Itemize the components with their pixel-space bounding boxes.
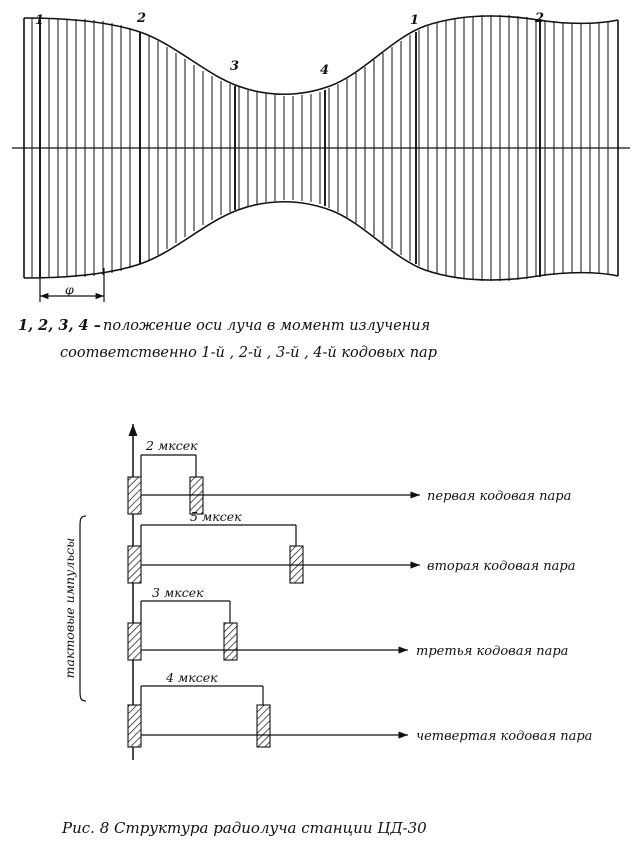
beam-marker-2b: 2 — [535, 11, 545, 26]
timing-row-label-4: четвертая кодовая пара — [416, 729, 593, 744]
timing-row-4 — [128, 670, 592, 747]
figure-caption: Рис. 8 Структура радиолуча станции ЦД-30 — [62, 819, 427, 837]
beam-caption-prefix: 1, 2, 3, 4 – — [18, 317, 101, 334]
timing-interval-label-4: 4 мксек — [166, 670, 218, 685]
timing-interval-label-3: 3 мксек — [152, 585, 204, 600]
timing-row-1 — [128, 438, 571, 514]
beam-envelope-group — [12, 15, 630, 281]
timing-row-label-2: вторая кодовая пара — [427, 559, 576, 574]
timing-row-3 — [128, 585, 568, 660]
timing-row-label-1: первая кодовая пара — [427, 489, 572, 504]
timing-row-2 — [128, 509, 575, 583]
beam-marker-3: 3 — [230, 59, 240, 74]
beam-marker-2a: 2 — [137, 11, 147, 26]
phi-label: φ — [65, 282, 74, 297]
timing-interval-label-1: 2 мксек — [146, 438, 198, 453]
beam-marker-1a: 1 — [35, 13, 45, 28]
timing-interval-label-2: 5 мксек — [190, 509, 242, 524]
beam-marker-1b: 1 — [410, 13, 420, 28]
beam-marker-4: 4 — [320, 63, 330, 78]
timing-vertical-axis-label: тактовые импульсы — [62, 537, 77, 679]
beam-caption-line2: соответственно 1-й , 2-й , 3-й , 4-й кодовых пар — [60, 345, 437, 361]
timing-row-label-3: третья кодовая пара — [416, 644, 569, 659]
beam-caption-line1: положение оси луча в момент излучения — [103, 318, 431, 334]
timing-axis-group — [80, 424, 133, 760]
